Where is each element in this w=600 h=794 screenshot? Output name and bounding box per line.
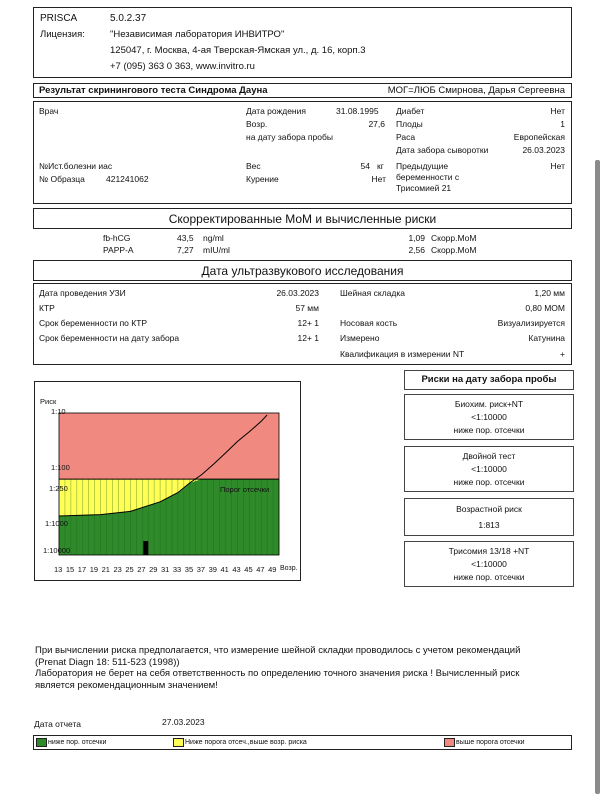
us-data-box — [33, 283, 572, 365]
risk-chart-svg — [35, 382, 300, 580]
us-label: КТР — [39, 303, 55, 313]
lab-contacts: +7 (095) 363 0 363, www.invitro.ru — [110, 61, 255, 72]
chart-ylabel: Риск — [40, 397, 57, 406]
prev-label-3: Трисомией 21 — [396, 183, 452, 193]
sample-label: № Образца — [39, 174, 85, 184]
x-tick-label: 29 — [149, 565, 158, 574]
us-value: 57 мм — [295, 303, 319, 313]
cutoff-label: Порог отсечки — [220, 485, 270, 494]
us-label: Срок беременности на дату забора — [39, 333, 180, 343]
risk-box-trisomy-13-18 — [404, 541, 574, 587]
mom-unit: Скорр.МоМ — [431, 233, 477, 243]
x-tick-label: 17 — [77, 565, 87, 574]
report-date-label: Дата отчета — [34, 719, 82, 729]
lab-address: 125047, г. Москва, 4-ая Тверская-Ямская ул., д. 16, корп.3 — [110, 45, 366, 56]
patient-info-box — [33, 101, 572, 204]
legend-label-between: Ниже порога отсеч.,выше возр. риска — [185, 739, 307, 746]
legend-swatch-above — [444, 738, 455, 747]
mom-value: 2,56 — [408, 245, 425, 255]
us-value: + — [560, 349, 565, 359]
mom-analyte-value: 43,5 — [177, 233, 194, 243]
risk-note: ниже пор. отсечки — [453, 477, 525, 487]
x-tick-label: 21 — [101, 565, 110, 574]
risk-note: ниже пор. отсечки — [453, 425, 525, 435]
fetus-value: 1 — [560, 119, 565, 129]
us-label: Носовая кость — [340, 318, 398, 328]
age-label: Возр. — [246, 119, 268, 129]
us-label: Измерено — [340, 333, 380, 343]
us-value: Катунина — [528, 333, 565, 343]
x-tick-label: 35 — [184, 565, 194, 574]
risk-value: <1:10000 — [471, 412, 507, 422]
mom-analyte-name: PAPP-A — [103, 245, 134, 255]
age-sub-label: на дату забора пробы — [246, 132, 333, 142]
age-value: 27,6 — [368, 119, 385, 129]
smoking-value: Нет — [371, 174, 386, 184]
y-tick-label: 1:100 — [51, 463, 70, 472]
x-tick-label: 13 — [54, 565, 63, 574]
x-tick-label: 41 — [220, 565, 229, 574]
fetus-label: Плоды — [396, 119, 423, 129]
mom-analyte-name: fb-hCG — [103, 233, 131, 243]
diabetes-label: Диабет — [396, 106, 425, 116]
us-value: 26.03.2023 — [276, 288, 319, 298]
risk-box-biochem — [404, 394, 574, 440]
sample-value: 421241062 — [106, 174, 149, 184]
x-tick-label: 25 — [125, 565, 134, 574]
us-label: Срок беременности по КТР — [39, 318, 148, 328]
report-title: Результат скринингового теста Синдрома Дауна — [39, 85, 268, 96]
us-value: 12+ 1 — [297, 318, 319, 328]
us-value: 12+ 1 — [297, 333, 319, 343]
report-date-value: 27.03.2023 — [162, 717, 205, 727]
header-box — [33, 7, 572, 78]
x-tick-label: 49 — [268, 565, 277, 574]
weight-value: 54 — [360, 161, 370, 171]
risk-value: 1:813 — [478, 520, 500, 530]
license-name: "Независимая лаборатория ИНВИТРО" — [110, 29, 285, 40]
y-tick-label: 1:10000 — [43, 546, 71, 555]
us-value: 1,20 мм — [534, 288, 565, 298]
x-tick-label: 45 — [244, 565, 253, 574]
title-bar — [33, 83, 572, 98]
prev-value: Нет — [550, 161, 565, 171]
risk-name: Двойной тест — [462, 451, 516, 461]
risk-chart — [34, 381, 301, 581]
us-label: Квалификация в измерении NT — [340, 349, 465, 359]
risks-title: Риски на дату забора пробы — [421, 374, 557, 385]
smoking-label: Курение — [246, 174, 279, 184]
footnote — [35, 645, 590, 691]
x-tick-label: 31 — [161, 565, 170, 574]
mom-unit: Скорр.МоМ — [431, 245, 477, 255]
weight-unit: кг — [377, 161, 384, 171]
y-tick-label: 1:10 — [51, 407, 66, 416]
us-label: Дата проведения УЗИ — [39, 288, 126, 298]
race-value: Европейская — [513, 132, 565, 142]
mom-title: Скорректированные МоМ и вычисленные риски — [168, 212, 437, 226]
x-tick-label: 39 — [208, 565, 217, 574]
weight-label: Вес — [246, 161, 261, 171]
us-title-bar — [33, 260, 572, 281]
risk-note: ниже пор. отсечки — [453, 572, 525, 582]
us-value: Визуализируется — [497, 318, 565, 328]
x-unit-label: Возр. — [280, 565, 298, 572]
patient-marker — [143, 541, 148, 555]
risk-name: Биохим. риск+NT — [454, 399, 524, 409]
x-tick-label: 47 — [256, 565, 265, 574]
risks-title-box — [404, 370, 574, 390]
us-value: 0,80 МОМ — [525, 303, 565, 313]
mom-analyte-unit: ng/ml — [203, 233, 224, 243]
serum-date-label: Дата забора сыворотки — [396, 145, 489, 155]
x-tick-label: 33 — [172, 565, 182, 574]
x-tick-label: 43 — [232, 565, 241, 574]
risk-value: <1:10000 — [471, 559, 507, 569]
footnote-line: При вычислении риска предполагается, что измерение шейной складки проводилось с учетом рекомендаций — [35, 645, 521, 656]
above-cutoff-region — [59, 413, 279, 479]
x-tick-label: 19 — [89, 565, 99, 574]
dob-label: Дата рождения — [246, 106, 306, 116]
doctor-label: Врач — [39, 106, 59, 116]
legend-box — [33, 735, 572, 750]
us-label: Шейная складка — [340, 288, 405, 298]
mom-analyte-value: 7,27 — [177, 245, 194, 255]
license-label: Лицензия: — [40, 29, 85, 40]
footnote-line: является рекомендационным значением! — [35, 679, 218, 691]
footnote-line: (Prenat Diagn 18: 511-523 (1998)) — [35, 656, 180, 668]
legend-swatch-between — [173, 738, 184, 747]
x-tick-label: 23 — [113, 565, 122, 574]
race-label: Раса — [396, 132, 416, 142]
product-name: PRISCA — [40, 13, 78, 24]
mom-title-bar — [33, 208, 572, 229]
risk-value: <1:10000 — [471, 464, 507, 474]
footnote-line: Лаборатория не берет на себя ответственность по определению точного значения риска ! Вычисленный риск — [35, 668, 520, 679]
x-tick-label: 27 — [137, 565, 146, 574]
prev-label-1: Предыдущие — [396, 161, 449, 171]
scrollbar[interactable] — [595, 160, 600, 794]
dob-value: 31.08.1995 — [336, 106, 379, 116]
y-tick-label: 1:250 — [49, 484, 68, 493]
serum-date-value: 26.03.2023 — [522, 145, 565, 155]
risk-name: Трисомия 13/18 +NT — [448, 546, 530, 556]
x-tick-label: 37 — [196, 565, 206, 574]
legend-label-above: выше порога отсечки — [456, 739, 525, 746]
patient-name: МОГ=ЛЮБ Смирнова, Дарья Сергеевна — [387, 85, 565, 96]
risk-box-double-test — [404, 446, 574, 492]
risk-box-age — [404, 498, 574, 536]
us-title: Дата ультразвукового исследования — [201, 264, 404, 278]
mom-analyte-unit: mIU/ml — [203, 245, 230, 255]
prev-label-2: беременности с — [396, 172, 460, 182]
mom-value: 1,09 — [408, 233, 425, 243]
x-tick-label: 15 — [65, 565, 75, 574]
diabetes-value: Нет — [550, 106, 565, 116]
y-tick-label: 1:1000 — [45, 519, 68, 528]
product-version: 5.0.2.37 — [110, 13, 147, 24]
legend-swatch-below — [36, 738, 47, 747]
risk-name: Возрастной риск — [456, 504, 522, 514]
history-label: №Ист.болезни иас — [39, 161, 113, 171]
legend-label-below: ниже пор. отсечки — [48, 739, 107, 746]
